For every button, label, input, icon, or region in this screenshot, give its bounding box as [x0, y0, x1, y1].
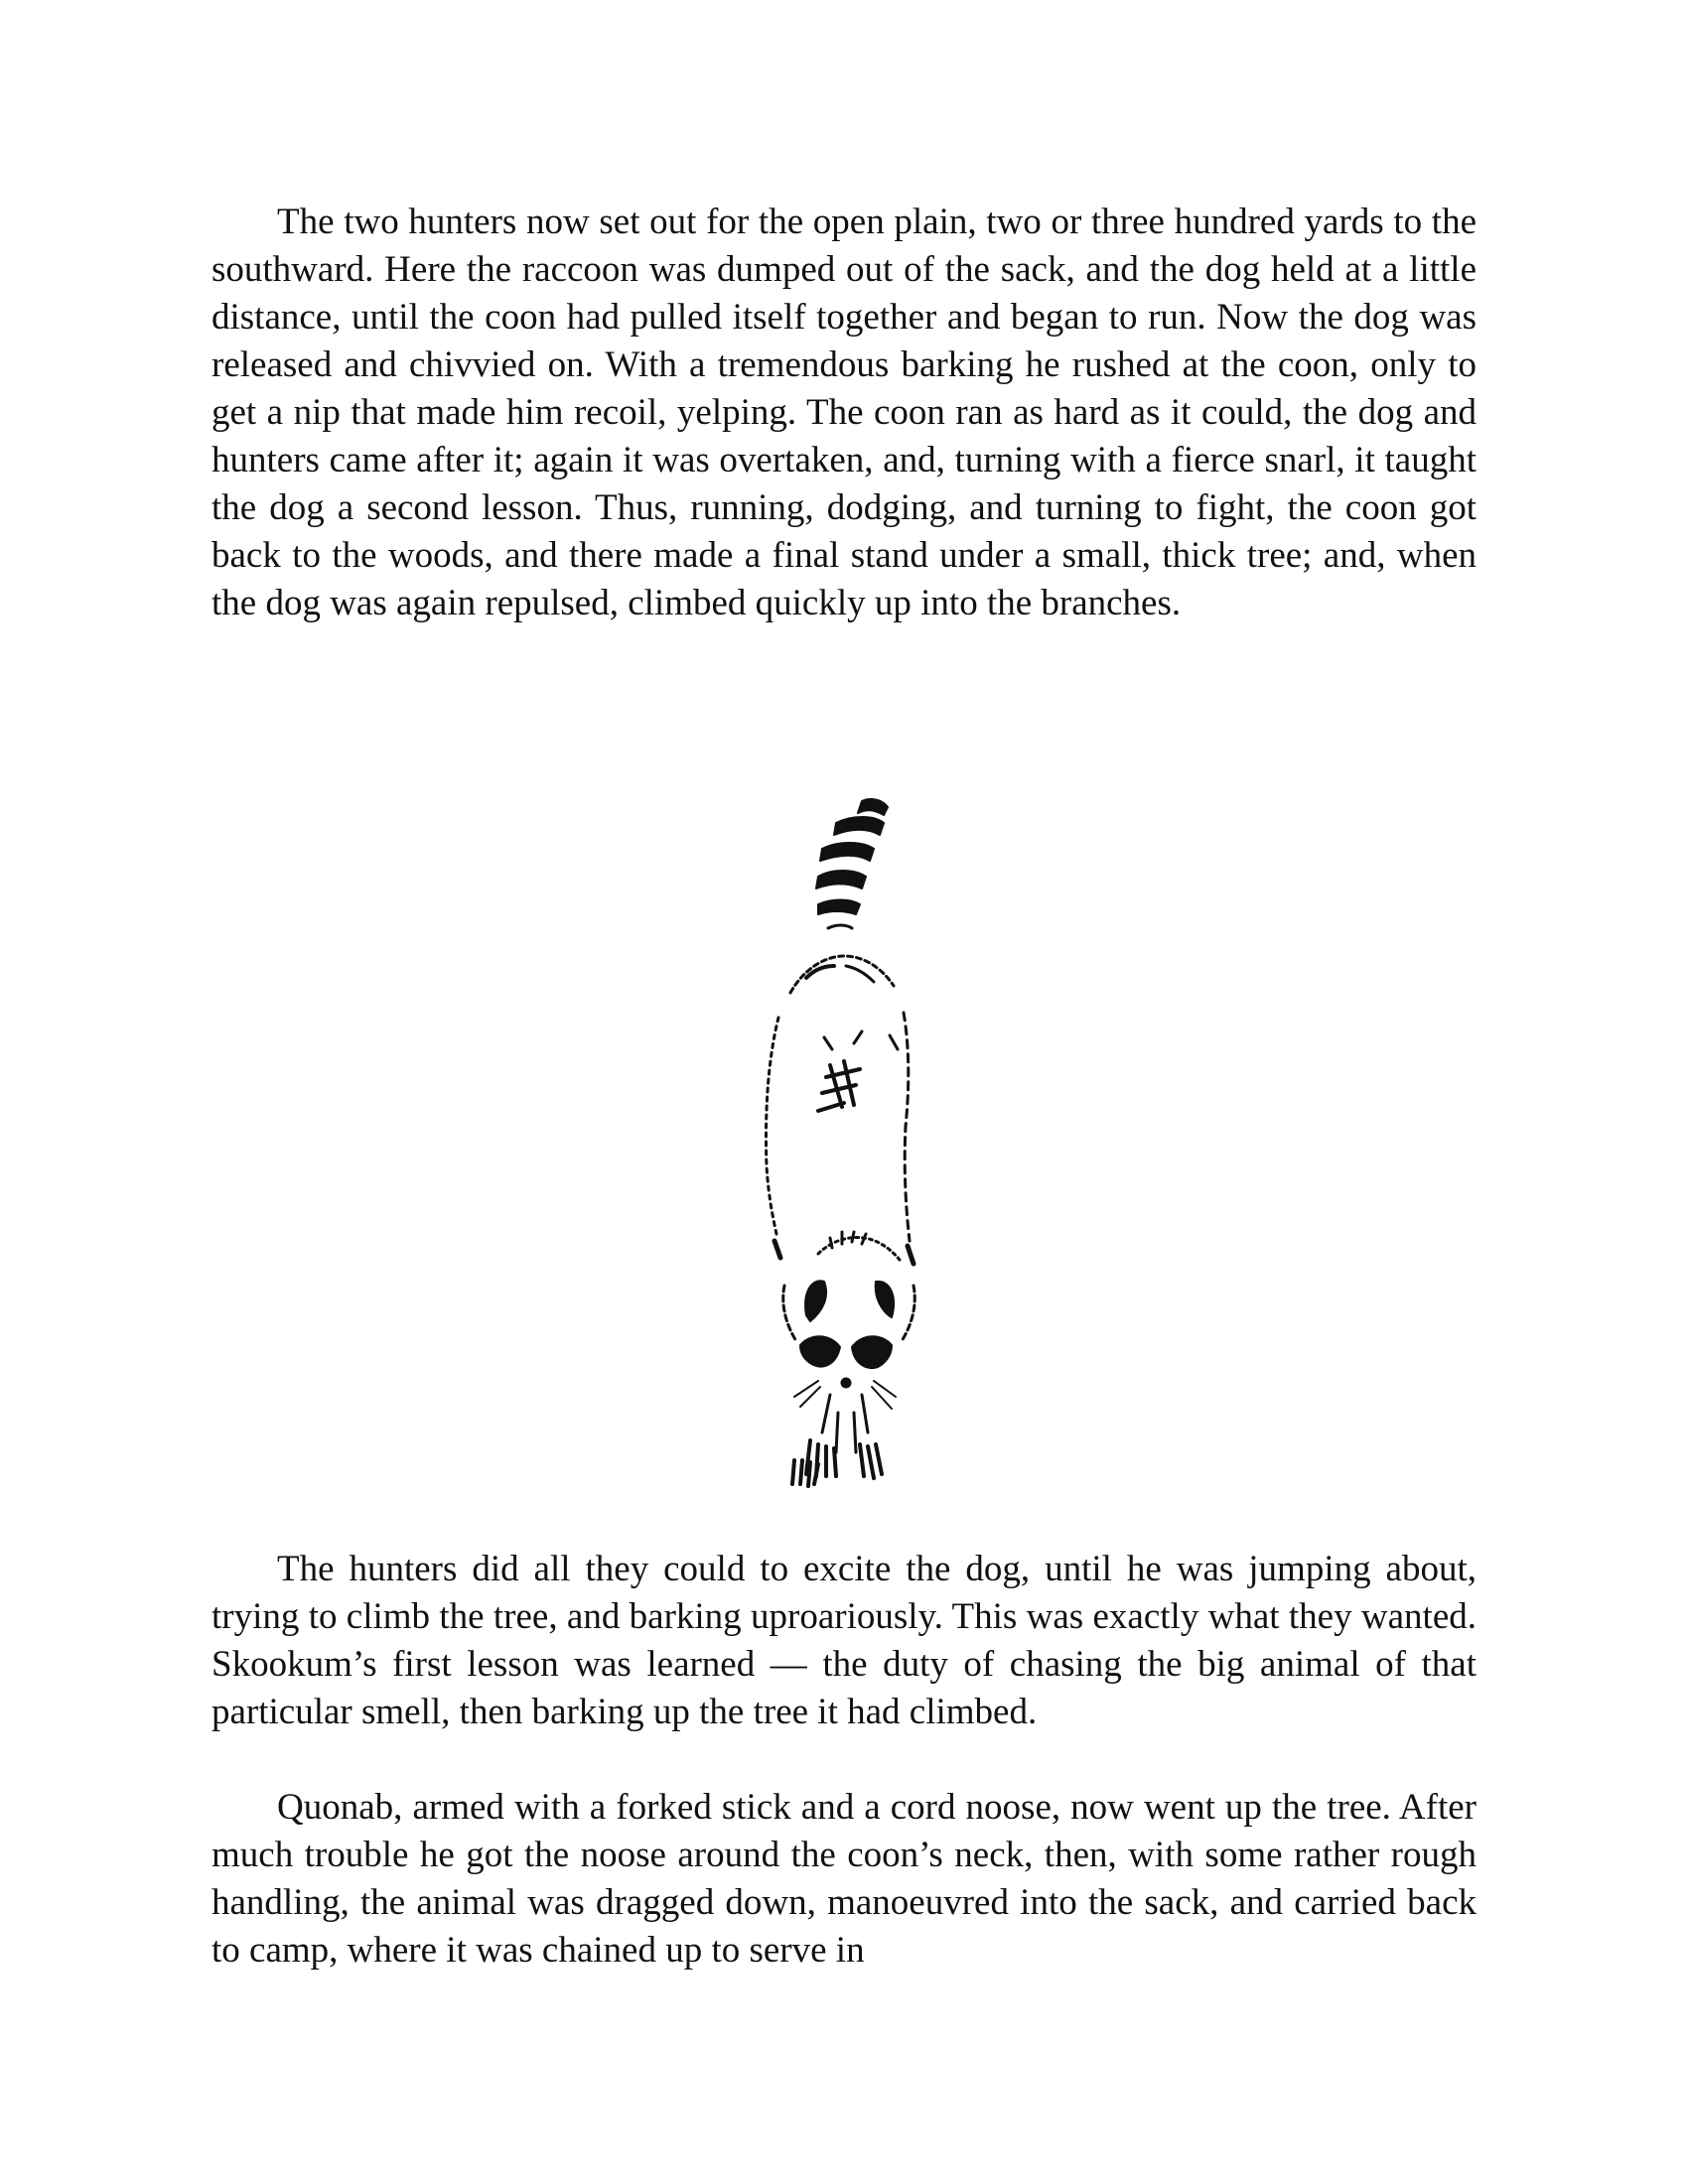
- paragraph-hunters-set-out: The two hunters now set out for the open plain, two or three hundred yards to the southward. Here the raccoon was dumped out of the sack, and the dog held at a little distance, until the coon had pulled itself together and began to run. Now the dog was released and chivvied on. With a tremendous barking he rushed at the coon, only to get a nip that made him recoil, yelping. The coon ran as hard as it could, the dog and hunters came after it; again it was overtaken, and, turning with a fierce snarl, it taught the dog a second lesson. Thus, running, dodging, and turning to fight, the coon got back to the woods, and there made a final stand under a small, thick tree; and, when the dog was again repulsed, climbed quickly up into the branches.: [211, 202, 1477, 623]
- raccoon-drawing-icon: [715, 789, 973, 1504]
- paragraph-dog-excited: The hunters did all they could to excite the dog, until he was jumping about, trying to climb the tree, and barking uproariously. This was exactly what they wanted. Skookum’s first lesson was learned — the duty of chasing the big animal of that particular smell, then barking up the tree it had climbed.: [211, 1549, 1477, 1732]
- paragraph-quonab-tree: Quonab, armed with a forked stick and a cord noose, now went up the tree. After much trouble he got the noose around the coon’s neck, then, with some rather rough handling, the animal was dragged down, manoeuvred into the sack, and carried back to camp, where it was chained up to serve in: [211, 1787, 1477, 1971]
